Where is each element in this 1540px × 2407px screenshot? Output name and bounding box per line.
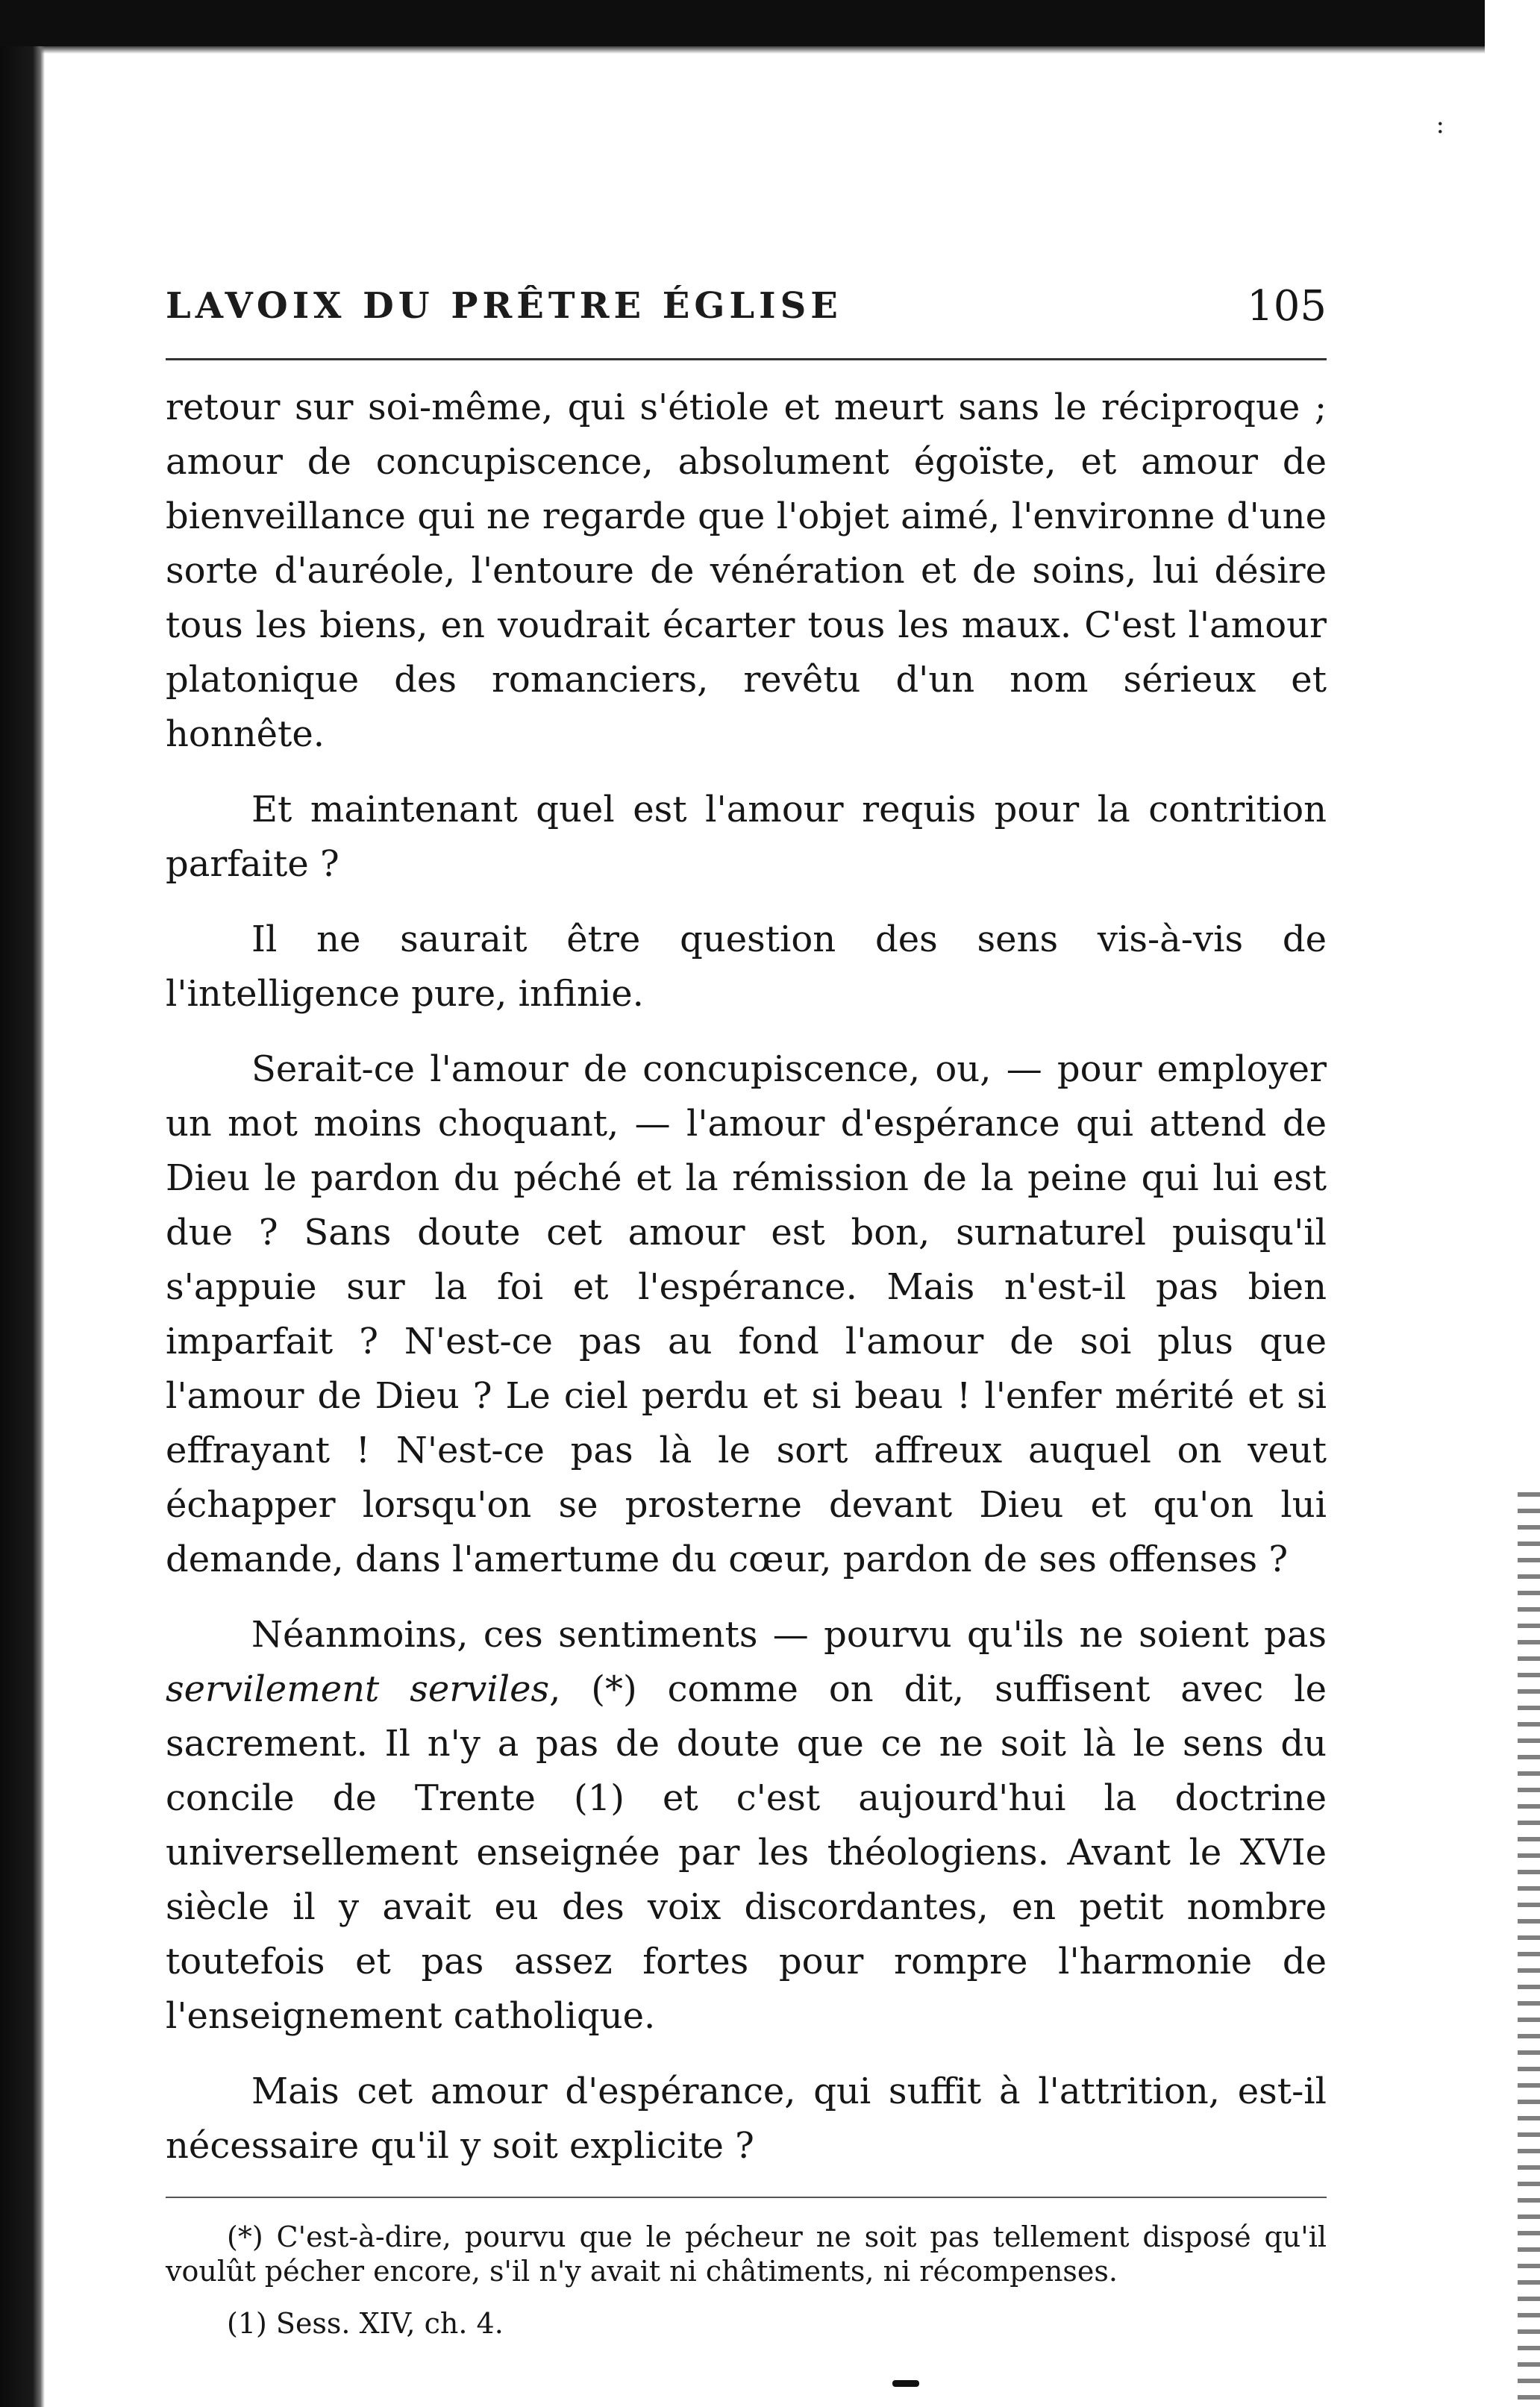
scan-left-edge — [0, 46, 45, 2407]
paragraph-5 — [166, 1608, 1327, 2044]
paragraph-6: Mais cet amour d'espérance, qui suffit à l'attrition, est-il nécessaire qu'il y soit explicite ? — [166, 2070, 1327, 2167]
paragraph-4: Serait-ce l'amour de concupiscence, ou, — pour employer un mot moins choquant, — l'amour d'espérance qui attend de Dieu le pardon du péché et la rémission de la peine qui lui est due ? Sans doute cet amour est bon, surnaturel puisqu'il s'appuie sur la foi et l'espérance. Mais n'est-il pas bien imparfait ? N'est-ce pas au fond l'amour de soi plus que l'amour de Dieu ? Le ciel perdu et si beau ! l'enfer mérité et si effrayant ! N'est-ce pas là le sort affreux auquel on veut échapper lorsqu'on se prosterne devant Dieu et qu'on lui demande, dans l'amertume du cœur, pardon de ses offenses ? — [166, 1048, 1327, 1580]
margin-mark: : — [1436, 110, 1444, 140]
body-text — [166, 381, 1327, 2173]
page-number: 105 — [1247, 282, 1327, 331]
scan-top-edge — [0, 0, 1485, 46]
stray-ink-mark — [892, 2380, 919, 2387]
paragraph-5-italic: servilement serviles — [166, 1668, 550, 1710]
running-header — [166, 281, 1327, 333]
paragraph-3: Il ne saurait être question des sens vis-à-vis de l'intelligence pure, infinie. — [166, 918, 1327, 1015]
footnote-1: (1) Sess. XIV, ch. 4. — [227, 2307, 504, 2340]
footnotes — [166, 2220, 1327, 2341]
header-rule — [166, 358, 1327, 360]
paragraph-2: Et maintenant quel est l'amour requis pour la contrition parfaite ? — [166, 789, 1327, 885]
header-ornament: LAVOIX DU PRÊTRE ÉGLISE — [166, 285, 842, 327]
paragraph-5-end: , (*) comme on dit, suffisent avec le sacrement. Il n'y a pas de doute que ce ne soit là le sens du concile de Trente (1) et c'est aujourd'hui la doctrine universellement enseignée par les théologiens. Avant le XVIe siècle il y avait eu des voix discordantes, en petit nombre toutefois et pas assez fortes pour rompre l'harmonie de l'enseignement catholique. — [166, 1668, 1327, 2037]
footnote-asterisk: (*) C'est-à-dire, pourvu que le pécheur ne soit pas tellement disposé qu'il voulût pécher encore, s'il n'y avait ni châtiments, ni récompenses. — [166, 2220, 1327, 2288]
scan-right-edge-specks — [1518, 1492, 1540, 2407]
footnote-rule — [166, 2197, 1327, 2198]
scan-top-shadow — [0, 46, 1485, 54]
paragraph-1: retour sur soi-même, qui s'étiole et meurt sans le réciproque ; amour de concupiscence, absolument égoïste, et amour de bienveillance qui ne regarde que l'objet aimé, l'environne d'une sorte d'auréole, l'entoure de vénération et de soins, lui désire tous les biens, en voudrait écarter tous les maux. C'est l'amour platonique des romanciers, revêtu d'un nom sérieux et honnête. — [166, 386, 1327, 755]
paragraph-5-start: Néanmoins, ces sentiments — pourvu qu'ils ne soient pas — [251, 1614, 1327, 1656]
